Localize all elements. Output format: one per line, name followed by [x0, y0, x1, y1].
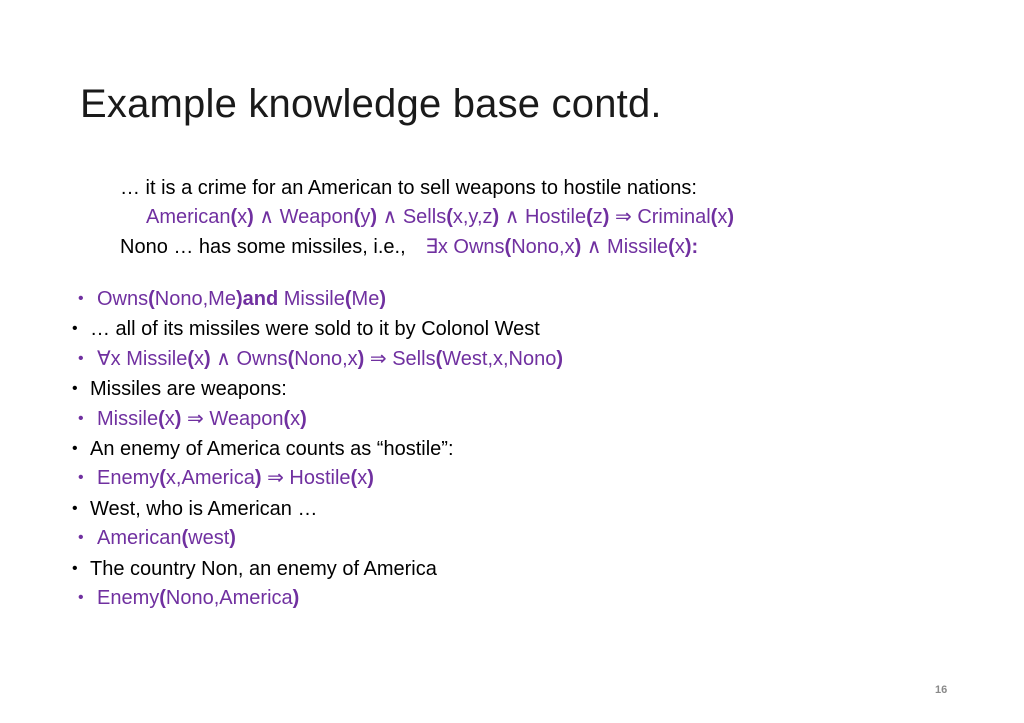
arg: x — [194, 348, 205, 370]
predicate-enemy: Enemy — [97, 587, 160, 609]
predicate-hostile: Hostile — [289, 467, 351, 489]
predicate-owns: Owns — [97, 288, 149, 310]
predicate-missile: Missile — [607, 236, 669, 258]
list-item: An enemy of America counts as “hostile”: — [90, 438, 454, 460]
predicate-weapon: Weapon — [279, 206, 354, 228]
implies-symbol: ⇒ — [187, 408, 204, 430]
intro-line-nono — [120, 235, 698, 259]
predicate-missile: Missile — [283, 288, 345, 310]
bullet-dot: • — [72, 320, 78, 337]
bullet-dot: • — [72, 500, 78, 517]
predicate-missile: Missile — [97, 408, 159, 430]
predicate-owns: Owns — [453, 236, 505, 258]
exists-symbol: ∃x — [425, 236, 448, 258]
arg: West,x,Nono — [442, 348, 557, 370]
predicate-owns: Owns — [236, 348, 288, 370]
arg: x — [164, 408, 175, 430]
implies-symbol: ⇒ — [615, 206, 632, 228]
list-item: ∀x Missile(x) ∧ Owns(Nono,x) ⇒ Sells(West,x,Nono) — [97, 348, 564, 370]
predicate-criminal: Criminal — [637, 206, 711, 228]
bullet-dot: • — [72, 380, 78, 397]
colon: : — [691, 236, 699, 258]
bullet-dot: • — [78, 290, 84, 307]
bullet-dot: • — [78, 529, 84, 546]
list-item: Owns(Nono,Me)and Missile(Me) — [97, 288, 387, 310]
predicate-enemy: Enemy — [97, 467, 160, 489]
formula-nono-missiles: ∃x Owns(Nono,x) ∧ Missile(x): — [425, 236, 699, 258]
bullet-dot: • — [78, 410, 84, 427]
list-item: West, who is American … — [90, 498, 318, 520]
arg: x — [674, 236, 685, 258]
intro-line-crime: … it is a crime for an American to sell weapons to hostile nations: — [120, 177, 697, 199]
and-symbol: ∧ — [216, 348, 231, 370]
list-item: Missile(x) ⇒ Weapon(x) — [97, 408, 307, 430]
bullet-dot: • — [72, 440, 78, 457]
implies-symbol: ⇒ — [369, 348, 387, 370]
arg: west — [188, 527, 230, 549]
formula-criminal-rule: American(x) ∧ Weapon(y) ∧ Sells(x,y,z) ∧ Hostile(z) ⇒ Criminal(x) — [146, 206, 735, 228]
page-number: 16 — [935, 684, 948, 696]
arg: x — [357, 467, 368, 489]
and-symbol: ∧ — [259, 206, 275, 228]
list-item: American(west) — [97, 527, 236, 549]
arg: Nono,x — [511, 236, 575, 258]
predicate-sells: Sells — [392, 348, 436, 370]
bullet-dot: • — [78, 589, 84, 606]
bullet-dot: • — [78, 350, 84, 367]
predicate-american: American — [97, 527, 182, 549]
arg: x — [290, 408, 301, 430]
list-item: Enemy(Nono,America) — [97, 587, 300, 609]
predicate-sells: Sells — [402, 206, 447, 228]
arg: Nono,x — [294, 348, 358, 370]
implies-symbol: ⇒ — [267, 467, 284, 489]
predicate-hostile: Hostile — [524, 206, 587, 228]
arg: x,America — [165, 467, 255, 489]
arg: Nono,Me — [154, 288, 236, 310]
bullet-dot: • — [72, 560, 78, 577]
predicate-american: American — [146, 206, 231, 228]
arg: Me — [351, 288, 380, 310]
keyword-and: and — [242, 288, 279, 310]
arg: y — [360, 206, 371, 228]
list-item: Enemy(x,America) ⇒ Hostile(x) — [97, 467, 374, 489]
slide-title: Example knowledge base contd. — [80, 82, 662, 126]
nono-text: Nono … has some missiles, i.e., — [120, 236, 406, 258]
arg: x — [717, 206, 728, 228]
predicate-missile: Missile — [126, 348, 188, 370]
list-item: Missiles are weapons: — [90, 378, 287, 400]
list-item: The country Non, an enemy of America — [90, 558, 437, 580]
predicate-weapon: Weapon — [209, 408, 284, 430]
arg: x — [237, 206, 248, 228]
arg: z — [592, 206, 603, 228]
arg: x,y,z — [452, 206, 493, 228]
and-symbol: ∧ — [382, 206, 398, 228]
arg: Nono,America — [165, 587, 293, 609]
and-symbol: ∧ — [504, 206, 520, 228]
and-symbol: ∧ — [586, 236, 602, 258]
forall-symbol: ∀x — [97, 348, 121, 370]
bullet-dot: • — [78, 469, 84, 486]
list-item: … all of its missiles were sold to it by Colonol West — [90, 318, 540, 340]
